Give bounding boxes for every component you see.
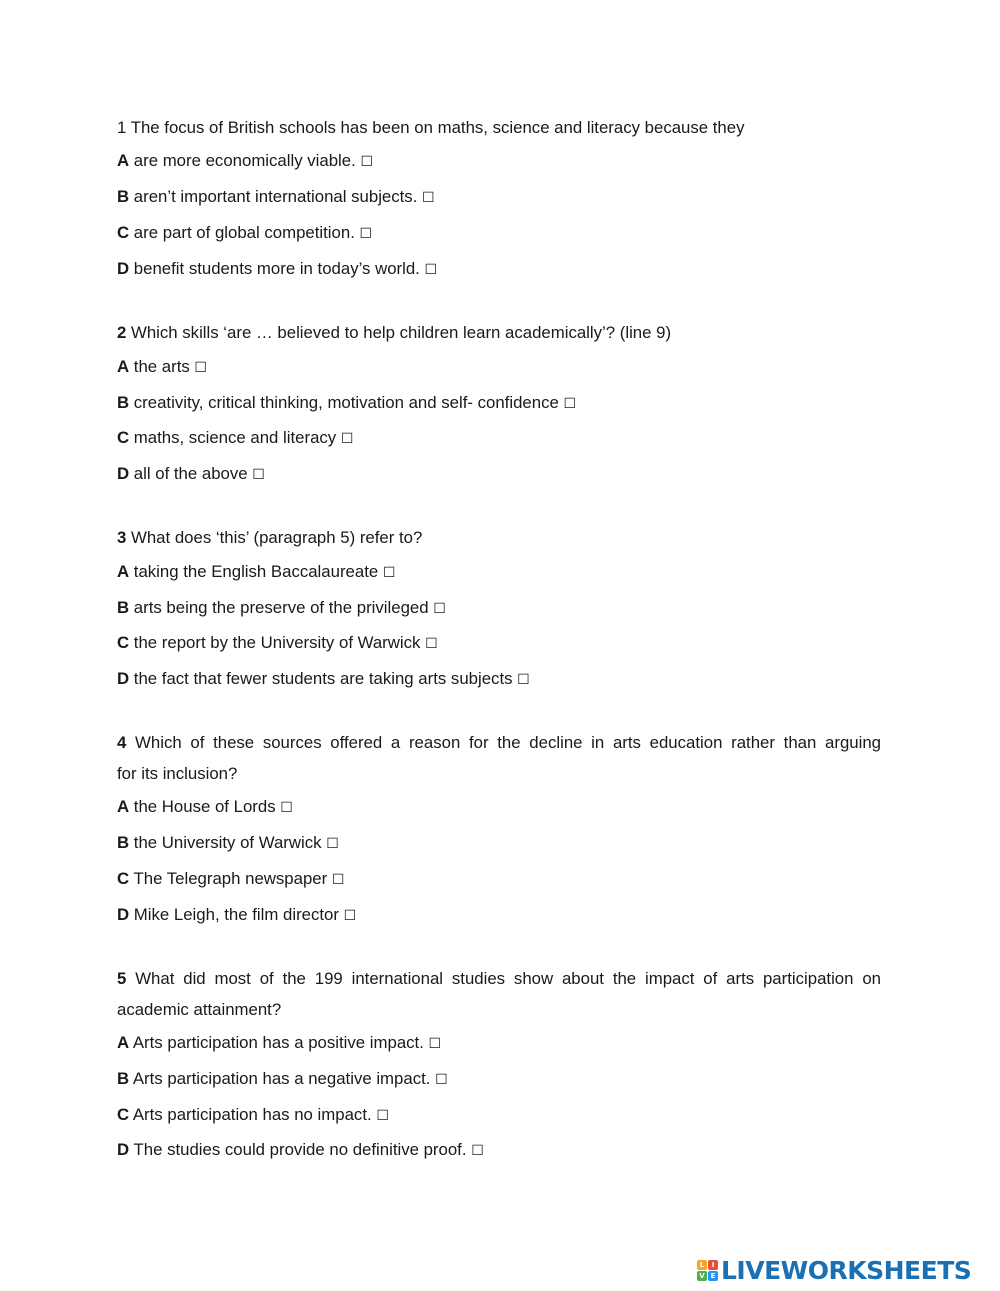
question-4-stem: 4 Which of these sources offered a reason for the decline in arts education rather than arguing (117, 733, 881, 752)
option-1a[interactable]: A are more economically viable. ☐ (117, 151, 373, 170)
checkbox-icon[interactable]: ☐ (563, 396, 577, 412)
question-3-stem: 3 What does ‘this’ (paragraph 5) refer to? (117, 528, 423, 547)
option-1c[interactable]: C are part of global competition. ☐ (117, 223, 373, 242)
question-4-stem-continued: for its inclusion? (117, 764, 238, 783)
checkbox-icon[interactable]: ☐ (435, 1072, 448, 1088)
option-5a[interactable]: A Arts participation has a positive impact. ☐ (117, 1033, 442, 1052)
question-2-stem: 2 Which skills ‘are … believed to help children learn academically’? (line 9) (117, 323, 672, 342)
option-1b[interactable]: B aren’t important international subjects. ☐ (117, 187, 435, 206)
checkbox-icon[interactable]: ☐ (280, 800, 293, 816)
option-3a[interactable]: A taking the English Baccalaureate ☐ (117, 562, 396, 581)
option-5b[interactable]: B Arts participation has a negative impact. ☐ (117, 1069, 448, 1088)
checkbox-icon[interactable]: ☐ (424, 262, 438, 278)
option-4c[interactable]: C The Telegraph newspaper ☐ (117, 869, 345, 888)
question-1-stem: 1 The focus of British schools has been on maths, science and literacy because they (117, 118, 745, 137)
option-3c[interactable]: C the report by the University of Warwick ☐ (117, 633, 438, 652)
option-2c[interactable]: C maths, science and literacy ☐ (117, 428, 354, 447)
option-4a[interactable]: A the House of Lords ☐ (117, 797, 293, 816)
checkbox-icon[interactable]: ☐ (331, 872, 345, 888)
question-number: 4 (117, 733, 127, 752)
checkbox-icon[interactable]: ☐ (471, 1143, 484, 1159)
option-4b[interactable]: B the University of Warwick ☐ (117, 833, 339, 852)
live-badge-icon: L I V E (697, 1260, 718, 1281)
checkbox-icon[interactable]: ☐ (425, 636, 438, 652)
checkbox-icon[interactable]: ☐ (433, 601, 446, 617)
question-number: 2 (117, 323, 127, 342)
option-2a[interactable]: A the arts ☐ (117, 357, 207, 376)
checkbox-icon[interactable]: ☐ (428, 1036, 442, 1052)
option-3b[interactable]: B arts being the preserve of the privileged ☐ (117, 598, 446, 617)
checkbox-icon[interactable]: ☐ (376, 1108, 389, 1124)
question-5-stem: 5 What did most of the 199 international studies show about the impact of arts participation on (117, 969, 881, 988)
option-5d[interactable]: D The studies could provide no definitive proof. ☐ (117, 1140, 484, 1159)
checkbox-icon[interactable]: ☐ (326, 836, 339, 852)
checkbox-icon[interactable]: ☐ (194, 360, 207, 376)
checkbox-icon[interactable]: ☐ (343, 908, 357, 924)
option-1d[interactable]: D benefit students more in today’s world. ☐ (117, 259, 438, 278)
option-2d[interactable]: D all of the above ☐ (117, 464, 265, 483)
checkbox-icon[interactable]: ☐ (422, 190, 435, 206)
option-4d[interactable]: D Mike Leigh, the film director ☐ (117, 905, 357, 924)
question-5-stem-continued: academic attainment? (117, 1000, 282, 1019)
question-number: 3 (117, 528, 127, 547)
checkbox-icon[interactable]: ☐ (382, 565, 396, 581)
checkbox-icon[interactable]: ☐ (340, 431, 354, 447)
checkbox-icon[interactable]: ☐ (517, 672, 530, 688)
option-2b[interactable]: B creativity, critical thinking, motivation and self- confidence ☐ (117, 393, 577, 412)
liveworksheets-logo (697, 1255, 971, 1285)
checkbox-icon[interactable]: ☐ (252, 467, 265, 483)
question-number: 1 (117, 118, 127, 137)
checkbox-icon[interactable]: ☐ (360, 154, 373, 170)
checkbox-icon[interactable]: ☐ (359, 226, 373, 242)
brand-text: LIVEWORKSHEETS (721, 1255, 972, 1285)
question-number: 5 (117, 969, 127, 988)
option-5c[interactable]: C Arts participation has no impact. ☐ (117, 1105, 389, 1124)
option-3d[interactable]: D the fact that fewer students are taking arts subjects ☐ (117, 669, 530, 688)
